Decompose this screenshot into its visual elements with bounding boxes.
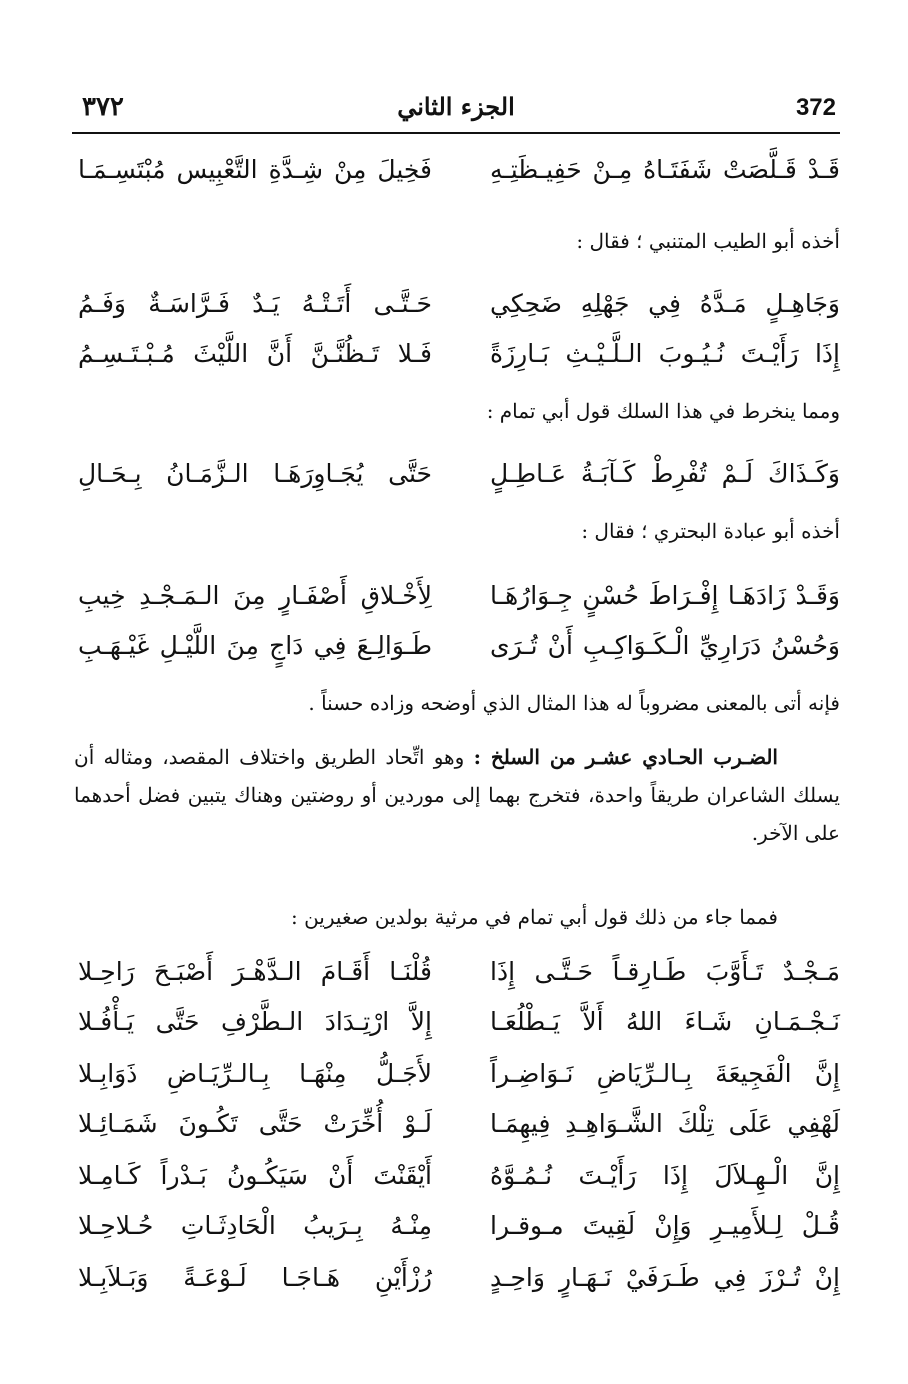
- section-text: وهو اتِّحاد الطريق واختلاف المقصد، ومثاله أن يسلك الشاعران طريقاً واحدة، فتخرج بهما إلى موردين أو روضتين وهناك يتبين فضل أحدهما على الآخر.: [74, 745, 840, 845]
- verse-second-hemistich: طَـوَالِـعَ فِي دَاجٍ مِنَ اللَّيْـلِ غَيْـهَـبِ: [78, 631, 432, 660]
- verse-second-hemistich: فَخِيلَ مِنْ شِـدَّةِ التَّعْبِيس مُبْتَسِـمَـا: [78, 155, 432, 184]
- verse-line: [72, 1258, 840, 1304]
- paragraph: ومما ينخرط في هذا السلك قول أبي تمام :: [486, 399, 840, 423]
- verse-line: [72, 454, 840, 500]
- verse-second-hemistich: إِلاَّ ارْتِـدَادَ الـطَّرْفِ حَتَّى يَـأْفُـلا: [78, 1007, 432, 1036]
- verse-first-hemistich: قَـدْ قَـلَّصَتْ شَفَتَـاهُ مِـنْ حَفِيـظَتِـهِ: [490, 155, 840, 184]
- verse-second-hemistich: فَـلا تَـظُنَّـنَّ أَنَّ اللَّيْثَ مُـبْـتَـسِـمُ: [78, 339, 432, 368]
- verse-first-hemistich: مَـجْـدٌ تَـأَوَّبَ طَـارِقـاً حَـتَّـى إِذَا: [490, 957, 840, 986]
- verse-first-hemistich: نَـجْـمَـانِ شَـاءَ اللهُ أَلاَّ يَـطْلُعَـا: [490, 1007, 840, 1036]
- verse-first-hemistich: وَجَاهِـلٍ مَـدَّهُ فِي جَهْلِهِ ضَحِكِي: [490, 289, 840, 318]
- verse-first-hemistich: إِنَّ الْفَجِيعَةَ بِـالـرِّيَاضِ نَـوَاضِـراً: [490, 1059, 840, 1088]
- verse-first-hemistich: إِنْ تُـرْزَ فِي طَـرَفَيْ نَـهَـارٍ وَاحِـدٍ: [490, 1263, 840, 1292]
- verse-second-hemistich: حَتَّى يُجَـاوِرَهَـا الـزَّمَـانُ بِـحَـالِ: [78, 459, 432, 488]
- page-number-arabic: ٣٧٢: [82, 92, 124, 122]
- section-heading: الضـرب الحـادي عشـر من السلخ :: [473, 745, 778, 769]
- verse-first-hemistich: إِنَّ الْـهِـلاَلَ إِذَا رَأَيْـتَ نُـمُـوَّهُ: [490, 1161, 840, 1190]
- verse-first-hemistich: وَحُسْنُ دَرَارِيِّ الْـكَـوَاكِـبِ أَنْ تُـرَى: [490, 631, 840, 660]
- verse-second-hemistich: رُزْأَيْنِ هَـاجَـا لَـوْعَـةً وَبَـلاَبِـلا: [78, 1263, 432, 1292]
- verse-line: [72, 1002, 840, 1048]
- verse-line: [72, 1206, 840, 1252]
- verse-second-hemistich: قُلْنَـا أَقَـامَ الـدَّهْـرَ أَصْبَـحَ رَاحِـلا: [78, 957, 432, 986]
- verse-first-hemistich: وَقَـدْ زَادَهَـا إِفْـرَاطَ حُسْنٍ جِـوَارُهَـا: [490, 581, 840, 610]
- verse-first-hemistich: وَكَـذَاكَ لَـمْ تُفْرِطْ كَـآبَـةُ عَـاطِـلٍ: [490, 459, 840, 488]
- running-title: الجزء الثاني: [397, 92, 515, 121]
- page-number-latin: 372: [795, 94, 836, 121]
- paragraph: أخذه أبو الطيب المتنبي ؛ فقال :: [576, 229, 840, 253]
- verse-first-hemistich: إِذَا رَأَيْـتَ نُـيُـوبَ الـلَّـيْـثِ بَـارِزَةً: [490, 339, 840, 368]
- verse-line: [72, 1156, 840, 1202]
- verse-second-hemistich: أَيْقَنْتَ أَنْ سَيَكُـونُ بَـدْراً كَـامِـلا: [78, 1161, 432, 1190]
- verse-line: [72, 284, 840, 330]
- verse-second-hemistich: لَـوْ أُخِّرَتْ حَتَّى تَكُـونَ شَمَـائِـلا: [78, 1109, 432, 1138]
- verse-line: [72, 334, 840, 380]
- paragraph: أخذه أبو عبادة البحتري ؛ فقال :: [581, 519, 840, 543]
- verse-line: [72, 626, 840, 672]
- verse-line: [72, 150, 840, 196]
- verse-second-hemistich: حَـتَّـى أَتَـتْـهُ يَـدٌ فَـرَّاسَـةٌ وَفَـمُ: [78, 289, 432, 318]
- verse-second-hemistich: لِأَخْـلاقِ أَصْفَـارٍ مِنَ الـمَـجْـدِ خِيبِ: [78, 581, 432, 610]
- paragraph: فمما جاء من ذلك قول أبي تمام في مرثية بولدين صغيرين :: [290, 905, 778, 929]
- paragraph: فإنه أتى بالمعنى مضروباً له هذا المثال الذي أوضحه وزاده حسناً .: [308, 691, 840, 715]
- page-header: [72, 88, 840, 134]
- verse-line: [72, 576, 840, 622]
- verse-second-hemistich: لأَجَـلُّ مِنْهَـا بِـالـرِّيَـاضِ ذَوَابِـلا: [78, 1059, 432, 1088]
- verse-line: [72, 1054, 840, 1100]
- verse-second-hemistich: مِنْـهُ بِـرَيبُ الْحَادِثَـاتِ حُـلاحِـلا: [78, 1211, 432, 1240]
- verse-first-hemistich: قُـلْ لِـلأَمِيـرِ وَإِنْ لَقِيتَ مـوقـرا: [490, 1211, 840, 1240]
- verse-first-hemistich: لَهْفِي عَلَى تِلْكَ الشَّـوَاهِـدِ فِيهِمَـا: [490, 1109, 840, 1138]
- section-paragraph: [74, 738, 840, 852]
- verse-line: [72, 1104, 840, 1150]
- verse-line: [72, 952, 840, 998]
